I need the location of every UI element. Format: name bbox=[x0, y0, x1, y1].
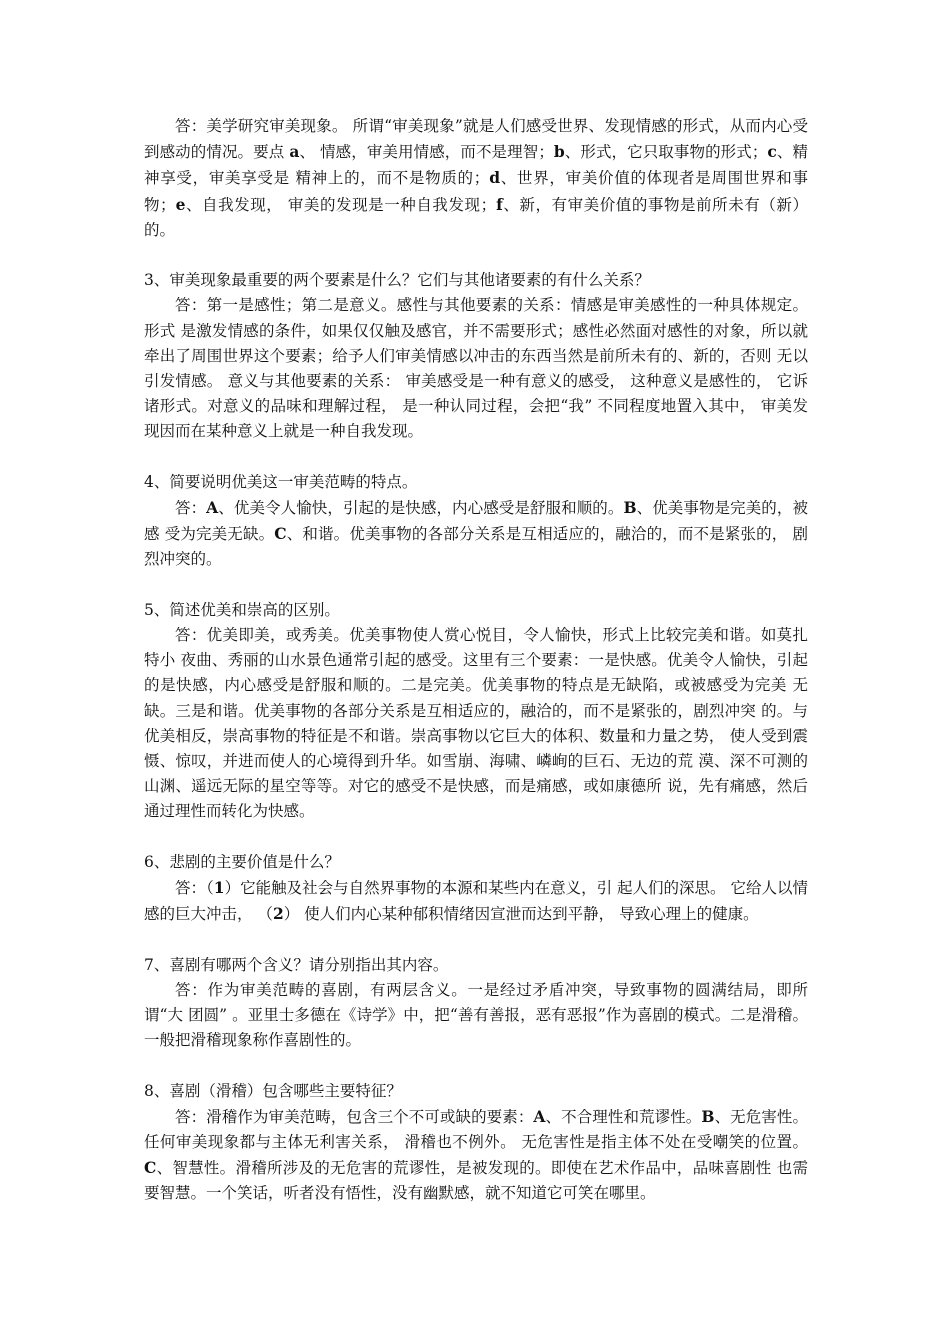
answer-text: 、优美令人愉快，引起的是快感，内心感受是舒服和顺的。 bbox=[218, 499, 624, 518]
question-3: 3、审美现象最重要的两个要素是什么？它们与其他诸要素的有什么关系？ bbox=[144, 271, 650, 290]
answer-text: ） 使人们内心某种郁积情绪因宣泄而达到平静， 导致心理上的健康。 bbox=[283, 905, 759, 924]
answer-text: 、世界，审美价值的体现者是周围世界和事物； bbox=[144, 169, 808, 214]
qa-block-7 bbox=[144, 953, 813, 1054]
document-page bbox=[144, 114, 813, 1207]
bold-marker: f bbox=[496, 194, 503, 214]
answer-text: 、不合理性和荒谬性。 bbox=[545, 1107, 702, 1126]
bold-marker: B bbox=[623, 498, 637, 518]
answer-text: 答：滑稽作为审美范畴，包含三个不可或缺的要素： bbox=[175, 1107, 534, 1126]
bold-marker: A bbox=[206, 498, 219, 518]
bold-marker: C bbox=[144, 1158, 157, 1178]
bold-marker: B bbox=[701, 1106, 715, 1126]
question-8: 8、喜剧（滑稽）包含哪些主要特征？ bbox=[144, 1081, 402, 1100]
answer-6 bbox=[144, 875, 808, 927]
qa-block-5 bbox=[144, 598, 813, 825]
bold-marker: c bbox=[767, 142, 777, 162]
answer-text: 答：（ bbox=[175, 879, 214, 898]
answer-4 bbox=[144, 495, 808, 573]
question-6: 6、悲剧的主要价值是什么？ bbox=[144, 852, 340, 871]
answer-text: 、优美事物是完美的，被感 受为完美无缺。 bbox=[144, 499, 808, 544]
bold-marker: C bbox=[274, 524, 287, 544]
answer-text: 、智慧性。滑稽所涉及的无危害的荒谬性，是被发现的。即使在艺术作品中，品味喜剧性 也需要智慧。一个笑话，听者没有悟性，没有幽默感，就不知道它可笑在哪里。 bbox=[144, 1159, 808, 1203]
bold-marker: A bbox=[533, 1106, 546, 1126]
answer-text: 、 情感，审美用情感，而不是理智； bbox=[299, 143, 554, 162]
question-7: 7、喜剧有哪两个含义？请分别指出其内容。 bbox=[144, 955, 449, 974]
bold-marker: d bbox=[489, 168, 501, 188]
qa-block-8 bbox=[144, 1079, 813, 1207]
bold-marker: 1 bbox=[213, 878, 225, 898]
answer-text: 答：优美即美，或秀美。优美事物使人赏心悦目，令人愉快，形式上比较完美和谐。如莫扎特小 夜曲、秀丽的山水景色通常引起的感受。这里有三个要素：一是快感。优美令人愉快，引起 的是快感，内心感受是舒服和顺的。二是完美。优美事物的特点是无缺陷，或被感受为完美 无缺。三是和谐。优美事物的各部分关系是互相适应的，融洽的，而不是紧张的，剧烈冲突 的。与优美相反，崇高事物的特征是不和谐。崇高事物以它巨大的体积、数量和力量之势， 使人受到震慑、惊叹，并进而使人的心境得到升华。如雪崩、海啸、嶙峋的巨石、无边的荒 漠、深不可测的山渊、遥远无际的星空等等。对它的感受不是快感，而是痛感，或如康德所 说，先有痛感，然后通过理性而转化为快感。 bbox=[144, 626, 813, 821]
bold-marker: 2 bbox=[272, 904, 284, 924]
qa-block-3 bbox=[144, 268, 813, 444]
answer-text: 、形式，它只取事物的形式； bbox=[564, 143, 768, 162]
answer-text: 答： bbox=[175, 499, 207, 518]
answer-text: 、无危害性。 任何审美现象都与主体无利害关系， 滑稽也不例外。 无危害性是指主体不处在受嘲笑的位置。 bbox=[144, 1107, 813, 1152]
qa-block-4 bbox=[144, 470, 808, 573]
question-4: 4、简要说明优美这一审美范畴的特点。 bbox=[144, 472, 418, 491]
answer-text: 答：第一是感性；第二是意义。感性与其他要素的关系：情感是审美感性的一种具体规定。形式 是激发情感的条件，如果仅仅触及感官，并不需要形式；感性必然面对感性的对象，所以就 牵出了周围世界这个要素；给予人们审美情感以冲击的东西当然是前所未有的、新的，否则 无以引发情感。 意义与其他要素的关系： 审美感受是一种有意义的感受， 这种意义是感性的， 它诉诸形式。对意义的品味和理解过程， 是一种认同过程，会把“我” 不同程度地置入其中， 审美发现因而在某种意义上就是一种自我发现。 bbox=[144, 296, 813, 441]
answer-text: 、新，有审美价值的事物是前所未有（新）的。 bbox=[144, 195, 808, 239]
answer-5 bbox=[144, 623, 813, 825]
answer-text: 、和谐。优美事物的各部分关系是互相适应的，融洽的，而不是紧张的， 剧烈冲突的。 bbox=[144, 525, 808, 569]
answer-7 bbox=[144, 978, 813, 1054]
answer-text: 、自我发现， 审美的发现是一种自我发现； bbox=[185, 195, 497, 214]
bold-marker: a bbox=[289, 142, 300, 162]
answer-3 bbox=[144, 293, 813, 444]
answer-8 bbox=[144, 1104, 813, 1207]
answer-text: ）它能触及社会与自然界事物的本源和某些内在意义，引 起人们的深思。 它给人以情感的巨大冲击， （ bbox=[144, 879, 808, 924]
qa-block-2 bbox=[144, 114, 808, 243]
qa-block-6 bbox=[144, 850, 808, 928]
answer-2 bbox=[144, 114, 808, 243]
bold-marker: b bbox=[553, 142, 565, 162]
answer-text: 答：作为审美范畴的喜剧，有两层含义。一是经过矛盾冲突，导致事物的圆满结局，即所谓“大 团圆” 。亚里士多德在《诗学》中，把“善有善报，恶有恶报”作为喜剧的模式。二是滑稽。 一般把滑稽现象称作喜剧性的。 bbox=[144, 980, 813, 1050]
answer-text: 、精神享受，审美享受是 精神上的，而不是物质的； bbox=[144, 143, 808, 188]
bold-marker: e bbox=[175, 194, 186, 214]
question-5: 5、简述优美和崇高的区别。 bbox=[144, 600, 340, 619]
answer-text: 答：美学研究审美现象。 所谓“审美现象”就是人们感受世界、发现情感的形式，从而内心受到感动的情况。要点 bbox=[144, 117, 808, 162]
